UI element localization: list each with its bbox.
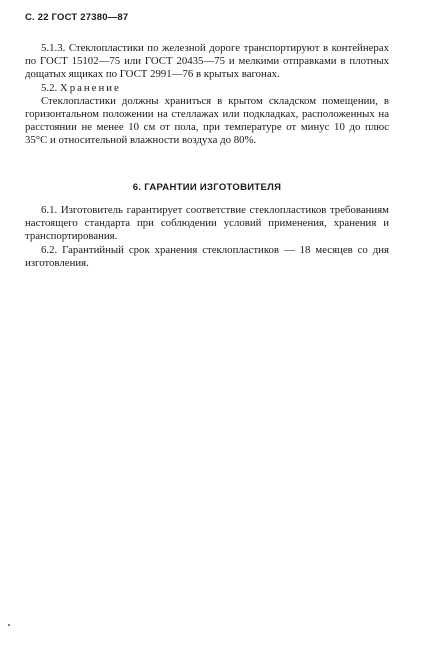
subheading-5-2-number: 5.2. <box>41 81 58 94</box>
section-5-block <box>25 42 389 148</box>
subheading-5-2 <box>25 82 389 95</box>
paragraph-6-2: 6.2. Гарантийный срок хранения стеклопластиков — 18 месяцев со дня изготовления. <box>25 243 389 269</box>
section-6-heading: 6. ГАРАНТИИ ИЗГОТОВИТЕЛЯ <box>132 182 282 193</box>
subheading-5-2-title: Хранение <box>59 81 121 94</box>
page-header: С. 22 ГОСТ 27380—87 <box>25 12 129 23</box>
paragraph-5-2: Стеклопластики должны храниться в крытом складском помещении, в горизонтальном положении на стеллажах или подкладках, расположенных на расстоянии не менее 10 см от пола, при температуре от минус 10 до плюс 35°С и относительной влажности воздуха до 80%. <box>25 94 389 147</box>
paragraph-6-1: 6.1. Изготовитель гарантирует соответствие стеклопластиков требованиям настоящего стандарта при соблюдении условий применения, хранения и транспортирования. <box>25 204 389 243</box>
paragraph-5-1-3: 5.1.3. Стеклопластики по железной дороге транспортируют в контейнерах по ГОСТ 15102—75 или ГОСТ 20435—75 и мелкими отправками в плотных дощатых ящиках по ГОСТ 2991—76 в крытых вагонах. <box>25 42 389 81</box>
scan-speck <box>8 624 10 626</box>
section-6-block <box>25 204 389 270</box>
